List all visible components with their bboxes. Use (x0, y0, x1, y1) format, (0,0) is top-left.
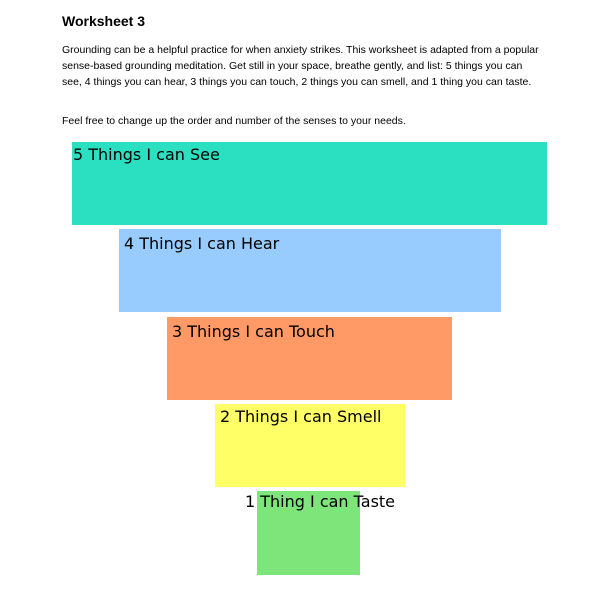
smell-label: 2 Things I can Smell (220, 407, 382, 426)
taste-label: 1 Thing I can Taste (245, 492, 396, 511)
touch-label: 3 Things I can Touch (172, 322, 335, 341)
note-paragraph: Feel free to change up the order and number of the senses to your needs. (62, 115, 406, 127)
hear-label: 4 Things I can Hear (124, 234, 280, 253)
intro-paragraph: Grounding can be a helpful practice for when anxiety strikes. This worksheet is adapted from a popular sense-based grounding meditation. Get still in your space, breathe gently, and list: 5 things you can see, 4 things you can hear, 3 things you can touch, 2 things you can smell, and 1 thing you can taste. (62, 44, 539, 88)
worksheet-title: Worksheet 3 (62, 13, 145, 29)
see-label: 5 Things I can See (73, 145, 220, 164)
